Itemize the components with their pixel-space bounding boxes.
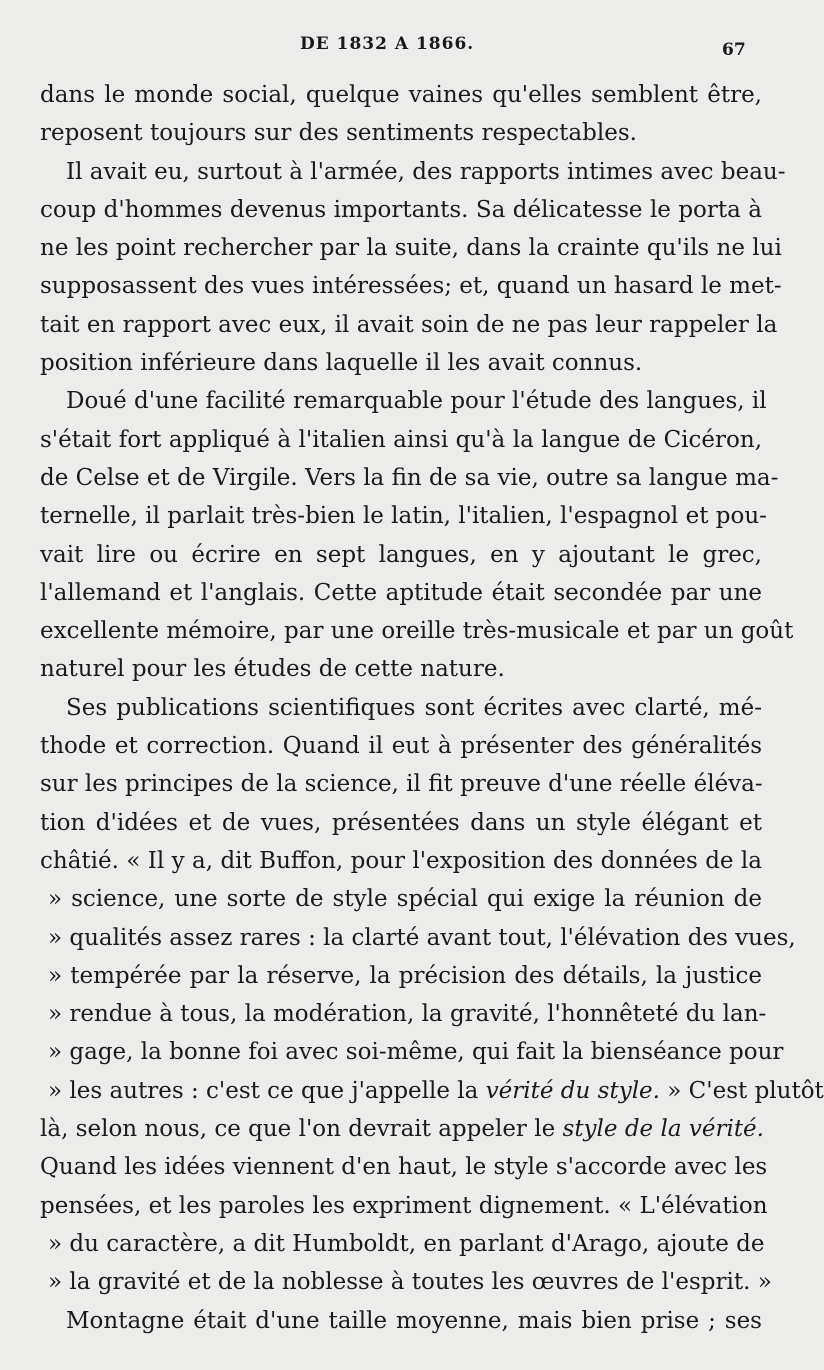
text-line-content: ne les point rechercher par la suite, dans la crainte qu'ils ne lui bbox=[40, 235, 782, 262]
text-line-content: thode et correction. Quand il eut à présenter des généralités bbox=[40, 733, 762, 760]
text-line-content: sur les principes de la science, il fit preuve d'une réelle éléva- bbox=[40, 771, 763, 798]
text-line-tail: » C'est plutôt bbox=[659, 1077, 824, 1104]
text-line bbox=[40, 880, 762, 918]
text-line bbox=[40, 1148, 768, 1186]
text-line bbox=[40, 1033, 784, 1071]
text-line bbox=[40, 804, 762, 842]
text-line bbox=[40, 727, 762, 765]
text-line bbox=[40, 650, 762, 688]
text-line bbox=[40, 421, 762, 459]
text-line-content: vait lire ou écrire en sept langues, en y ajoutant le grec, bbox=[40, 541, 762, 568]
text-line bbox=[40, 114, 762, 152]
text-line-content: » gage, la bonne foi avec soi-même, qui fait la bienséance pour bbox=[48, 1039, 784, 1066]
italic-phrase: style de la vérité. bbox=[562, 1116, 764, 1143]
text-line bbox=[40, 574, 762, 612]
text-line bbox=[40, 919, 796, 957]
text-line-content: » rendue à tous, la modération, la gravité, l'honnêteté du lan- bbox=[48, 1001, 767, 1028]
text-line bbox=[40, 1110, 762, 1148]
text-line-content: position inférieure dans laquelle il les avait connus. bbox=[40, 350, 643, 377]
text-line-content: Ses publications scientifiques sont écrites avec clarté, mé- bbox=[66, 694, 762, 721]
page-number: 67 bbox=[722, 40, 746, 60]
text-line bbox=[40, 1187, 768, 1225]
text-line-content: l'allemand et l'anglais. Cette aptitude était secondée par une bbox=[40, 579, 762, 606]
text-line-content: pensées, et les paroles les expriment dignement. « L'élévation bbox=[40, 1192, 768, 1219]
text-line-content: Il avait eu, surtout à l'armée, des rapports intimes avec beau- bbox=[66, 158, 786, 185]
text-line-content: » du caractère, a dit Humboldt, en parlant d'Arago, ajoute de bbox=[48, 1230, 765, 1257]
text-line-content: naturel pour les études de cette nature. bbox=[40, 656, 505, 683]
text-line bbox=[40, 957, 762, 995]
text-line bbox=[40, 191, 762, 229]
text-line-content: supposassent des vues intéressées; et, quand un hasard le met- bbox=[40, 273, 782, 300]
text-line-content: ternelle, il parlait très-bien le latin, l'italien, l'espagnol et pou- bbox=[40, 503, 767, 530]
text-line bbox=[40, 689, 762, 727]
text-line-content: reposent toujours sur des sentiments respectables. bbox=[40, 120, 637, 147]
text-line bbox=[40, 153, 786, 191]
text-line-content: Montagne était d'une taille moyenne, mais bien prise ; ses bbox=[66, 1307, 762, 1334]
text-line-content: là, selon nous, ce que l'on devrait appeler le bbox=[40, 1116, 563, 1143]
text-line-content: » qualités assez rares : la clarté avant tout, l'élévation des vues, bbox=[48, 924, 796, 951]
text-line bbox=[40, 497, 767, 535]
text-line-content: » la gravité et de la noblesse à toutes les œuvres de l'esprit. » bbox=[48, 1269, 772, 1296]
text-line bbox=[40, 382, 767, 420]
text-line bbox=[40, 995, 767, 1033]
text-line bbox=[40, 1263, 772, 1301]
text-line-content: châtié. « Il y a, dit Buffon, pour l'exposition des données de la bbox=[40, 847, 762, 874]
text-line-content: Doué d'une facilité remarquable pour l'étude des langues, il bbox=[66, 388, 767, 415]
text-line bbox=[40, 459, 779, 497]
text-line bbox=[40, 1072, 824, 1110]
text-line bbox=[40, 229, 782, 267]
italic-phrase: vérité du style. bbox=[485, 1077, 660, 1104]
text-line-content: coup d'hommes devenus importants. Sa délicatesse le porta à bbox=[40, 196, 762, 223]
body-text bbox=[40, 76, 824, 1340]
text-line bbox=[40, 765, 762, 803]
text-line bbox=[40, 842, 762, 880]
text-line-content: Quand les idées viennent d'en haut, le style s'accorde avec les bbox=[40, 1154, 768, 1181]
text-line bbox=[40, 76, 762, 114]
text-line bbox=[40, 612, 794, 650]
text-line bbox=[40, 1225, 765, 1263]
text-line-content: » tempérée par la réserve, la précision des détails, la justice bbox=[48, 962, 762, 989]
text-line-content: excellente mémoire, par une oreille très-musicale et par un goût bbox=[40, 618, 794, 645]
text-line bbox=[40, 306, 778, 344]
text-line-content: » science, une sorte de style spécial qui exige la réunion de bbox=[48, 886, 762, 913]
text-line-content: » les autres : c'est ce que j'appelle la bbox=[48, 1077, 486, 1104]
text-line bbox=[40, 536, 762, 574]
text-line bbox=[40, 344, 762, 382]
text-line-content: de Celse et de Virgile. Vers la fin de sa vie, outre sa langue ma- bbox=[40, 464, 779, 491]
text-line-content: dans le monde social, quelque vaines qu'elles semblent être, bbox=[40, 82, 762, 108]
running-header: DE 1832 A 1866. bbox=[300, 34, 475, 54]
text-line-content: tion d'idées et de vues, présentées dans un style élégant et bbox=[40, 809, 762, 836]
text-line-content: tait en rapport avec eux, il avait soin de ne pas leur rappeler la bbox=[40, 311, 778, 338]
text-line-content: s'était fort appliqué à l'italien ainsi qu'à la langue de Cicéron, bbox=[40, 426, 762, 453]
text-line bbox=[40, 267, 782, 305]
text-line bbox=[40, 1302, 762, 1340]
